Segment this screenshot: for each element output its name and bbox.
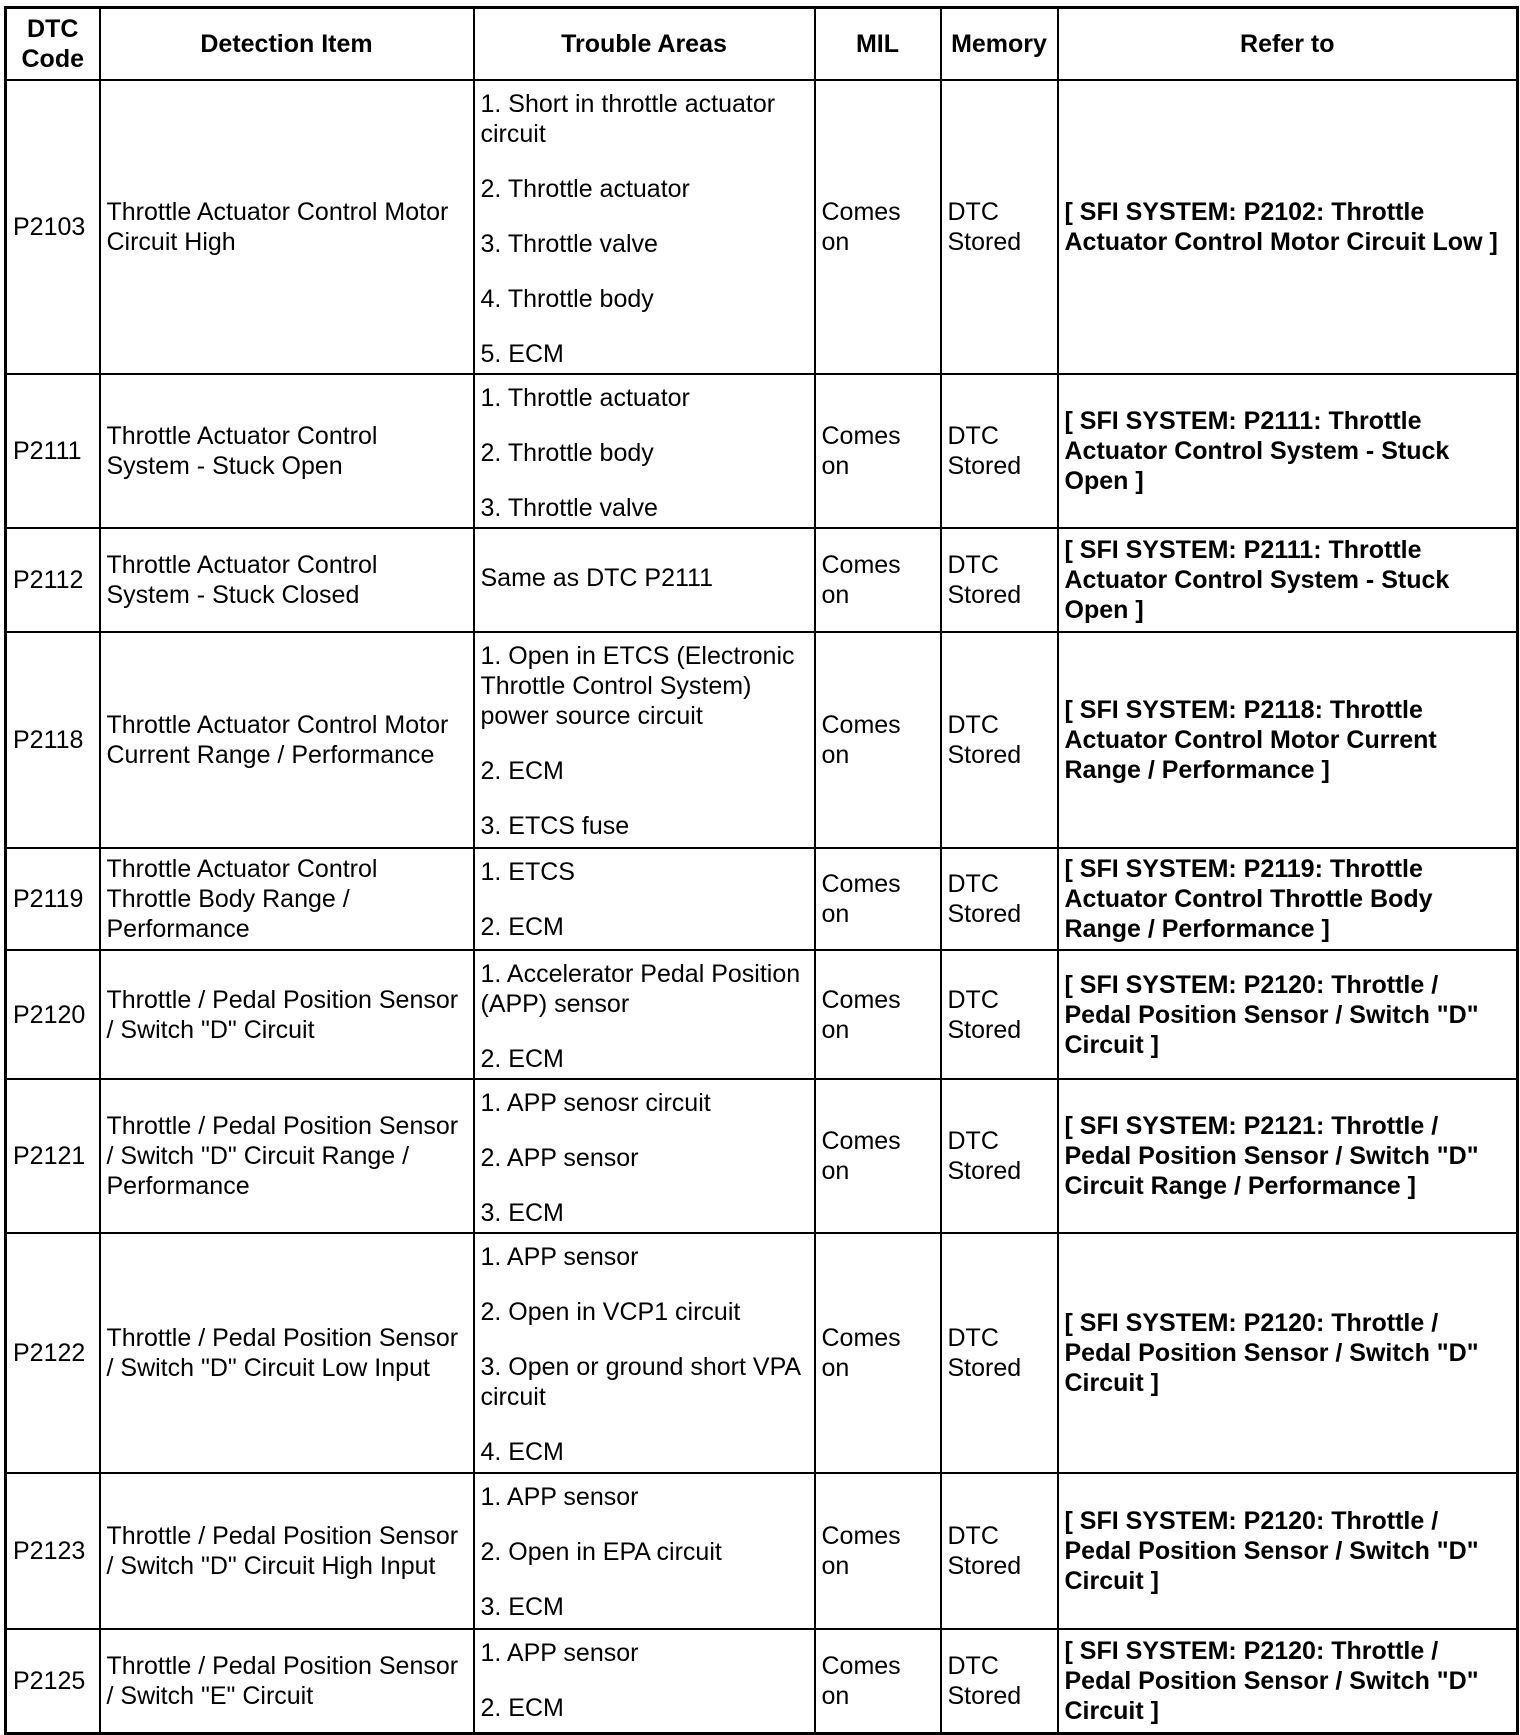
trouble-areas-cell [474,848,815,950]
trouble-area-item: 2. Open in VCP1 circuit [480,1298,741,1326]
trouble-area-item: 1. APP sensor [480,1639,639,1667]
memory-cell: DTC Stored [941,1473,1058,1629]
trouble-area-item: 1. Accelerator Pedal Position (APP) sensor [480,960,801,1018]
trouble-areas-cell [474,1079,815,1233]
trouble-area-item: 3. ECM [480,1199,564,1227]
trouble-area-item: 3. Throttle valve [480,494,658,522]
trouble-area-item: 2. APP sensor [480,1144,639,1172]
trouble-area-item: 2. ECM [480,1045,564,1073]
mil-cell: Comes on [815,1233,941,1473]
refer-to-link: [ SFI SYSTEM: P2111: Throttle Actuator Control System - Stuck Open ] [1058,374,1518,528]
dtc-code-cell: P2111 [6,374,100,528]
trouble-areas-cell [474,1473,815,1629]
trouble-areas-cell [474,528,815,632]
table-header-row [6,8,1518,81]
table-row [6,632,1518,848]
trouble-area-item: 1. Throttle actuator [480,384,690,412]
trouble-area-item: 2. Throttle body [480,439,654,467]
memory-cell: DTC Stored [941,528,1058,632]
memory-cell: DTC Stored [941,1629,1058,1733]
refer-to-link: [ SFI SYSTEM: P2118: Throttle Actuator Control Motor Current Range / Performance ] [1058,632,1518,848]
detection-item-cell: Throttle Actuator Control System - Stuck Open [100,374,474,528]
table-row [6,374,1518,528]
trouble-area-item: 1. Open in ETCS (Electronic Throttle Control System) power source circuit [480,642,795,730]
dtc-code-cell: P2103 [6,80,100,374]
table-row [6,1473,1518,1629]
trouble-area-item: 2. Open in EPA circuit [480,1538,722,1566]
memory-cell: DTC Stored [941,632,1058,848]
trouble-area-item: 3. ECM [480,1593,564,1621]
trouble-area-item: 5. ECM [480,340,564,368]
trouble-area-item: 1. Short in throttle actuator circuit [480,90,776,148]
mil-cell: Comes on [815,528,941,632]
mil-cell: Comes on [815,632,941,848]
detection-item-cell: Throttle Actuator Control Throttle Body Range / Performance [100,848,474,950]
refer-to-link: [ SFI SYSTEM: P2120: Throttle / Pedal Position Sensor / Switch "D" Circuit ] [1058,1629,1518,1733]
memory-cell: DTC Stored [941,374,1058,528]
trouble-area-item: 2. ECM [480,913,564,941]
trouble-areas-cell [474,374,815,528]
table-row [6,950,1518,1079]
refer-to-link: [ SFI SYSTEM: P2119: Throttle Actuator Control Throttle Body Range / Performance ] [1058,848,1518,950]
memory-cell: DTC Stored [941,950,1058,1079]
mil-cell: Comes on [815,374,941,528]
trouble-area-item: 1. ETCS [480,858,575,886]
trouble-area-item: 3. Throttle valve [480,230,658,258]
trouble-areas-cell [474,1233,815,1473]
trouble-area-item: 3. Open or ground short VPA circuit [480,1353,800,1411]
mil-cell: Comes on [815,848,941,950]
mil-cell: Comes on [815,1079,941,1233]
trouble-areas-cell [474,80,815,374]
refer-to-link: [ SFI SYSTEM: P2111: Throttle Actuator Control System - Stuck Open ] [1058,528,1518,632]
mil-cell: Comes on [815,1629,941,1733]
trouble-area-item: 4. Throttle body [480,285,654,313]
memory-cell: DTC Stored [941,848,1058,950]
dtc-code-cell: P2123 [6,1473,100,1629]
refer-to-link: [ SFI SYSTEM: P2120: Throttle / Pedal Position Sensor / Switch "D" Circuit ] [1058,950,1518,1079]
mil-cell: Comes on [815,950,941,1079]
mil-cell: Comes on [815,1473,941,1629]
table-row [6,1233,1518,1473]
trouble-area-item: 4. ECM [480,1438,564,1466]
trouble-area-item: 2. ECM [480,1694,564,1722]
detection-item-cell: Throttle / Pedal Position Sensor / Switch "D" Circuit Low Input [100,1233,474,1473]
trouble-areas-cell [474,950,815,1079]
header-refer-to: Refer to [1058,8,1518,81]
detection-item-cell: Throttle Actuator Control Motor Current Range / Performance [100,632,474,848]
trouble-area-item: 2. ECM [480,757,564,785]
detection-item-cell: Throttle / Pedal Position Sensor / Switch "D" Circuit Range / Performance [100,1079,474,1233]
detection-item-cell: Throttle Actuator Control System - Stuck Closed [100,528,474,632]
table-row [6,848,1518,950]
table-row [6,1079,1518,1233]
dtc-code-cell: P2120 [6,950,100,1079]
header-memory: Memory [941,8,1058,81]
table-row [6,1629,1518,1733]
memory-cell: DTC Stored [941,1079,1058,1233]
dtc-code-cell: P2118 [6,632,100,848]
trouble-area-item: 1. APP sensor [480,1243,639,1271]
refer-to-link: [ SFI SYSTEM: P2120: Throttle / Pedal Position Sensor / Switch "D" Circuit ] [1058,1233,1518,1473]
table-row [6,80,1518,374]
dtc-table [4,6,1519,1735]
detection-item-cell: Throttle / Pedal Position Sensor / Switch "E" Circuit [100,1629,474,1733]
detection-item-cell: Throttle / Pedal Position Sensor / Switch "D" Circuit [100,950,474,1079]
trouble-area-item: 2. Throttle actuator [480,175,690,203]
dtc-code-cell: P2112 [6,528,100,632]
refer-to-link: [ SFI SYSTEM: P2102: Throttle Actuator Control Motor Circuit Low ] [1058,80,1518,374]
dtc-code-cell: P2119 [6,848,100,950]
trouble-areas-cell [474,1629,815,1733]
dtc-code-cell: P2125 [6,1629,100,1733]
header-dtc-code: DTC Code [6,8,100,81]
mil-cell: Comes on [815,80,941,374]
header-detection-item: Detection Item [100,8,474,81]
trouble-area-item: 1. APP senosr circuit [480,1089,711,1117]
refer-to-link: [ SFI SYSTEM: P2120: Throttle / Pedal Position Sensor / Switch "D" Circuit ] [1058,1473,1518,1629]
table-row [6,528,1518,632]
dtc-code-cell: P2122 [6,1233,100,1473]
memory-cell: DTC Stored [941,1233,1058,1473]
trouble-area-item: 1. APP sensor [480,1483,639,1511]
header-trouble-areas: Trouble Areas [474,8,815,81]
trouble-area-item: 3. ETCS fuse [480,812,630,840]
memory-cell: DTC Stored [941,80,1058,374]
header-mil: MIL [815,8,941,81]
dtc-code-cell: P2121 [6,1079,100,1233]
trouble-area-item: Same as DTC P2111 [480,564,714,592]
refer-to-link: [ SFI SYSTEM: P2121: Throttle / Pedal Position Sensor / Switch "D" Circuit Range / Performance ] [1058,1079,1518,1233]
detection-item-cell: Throttle Actuator Control Motor Circuit High [100,80,474,374]
detection-item-cell: Throttle / Pedal Position Sensor / Switch "D" Circuit High Input [100,1473,474,1629]
trouble-areas-cell [474,632,815,848]
